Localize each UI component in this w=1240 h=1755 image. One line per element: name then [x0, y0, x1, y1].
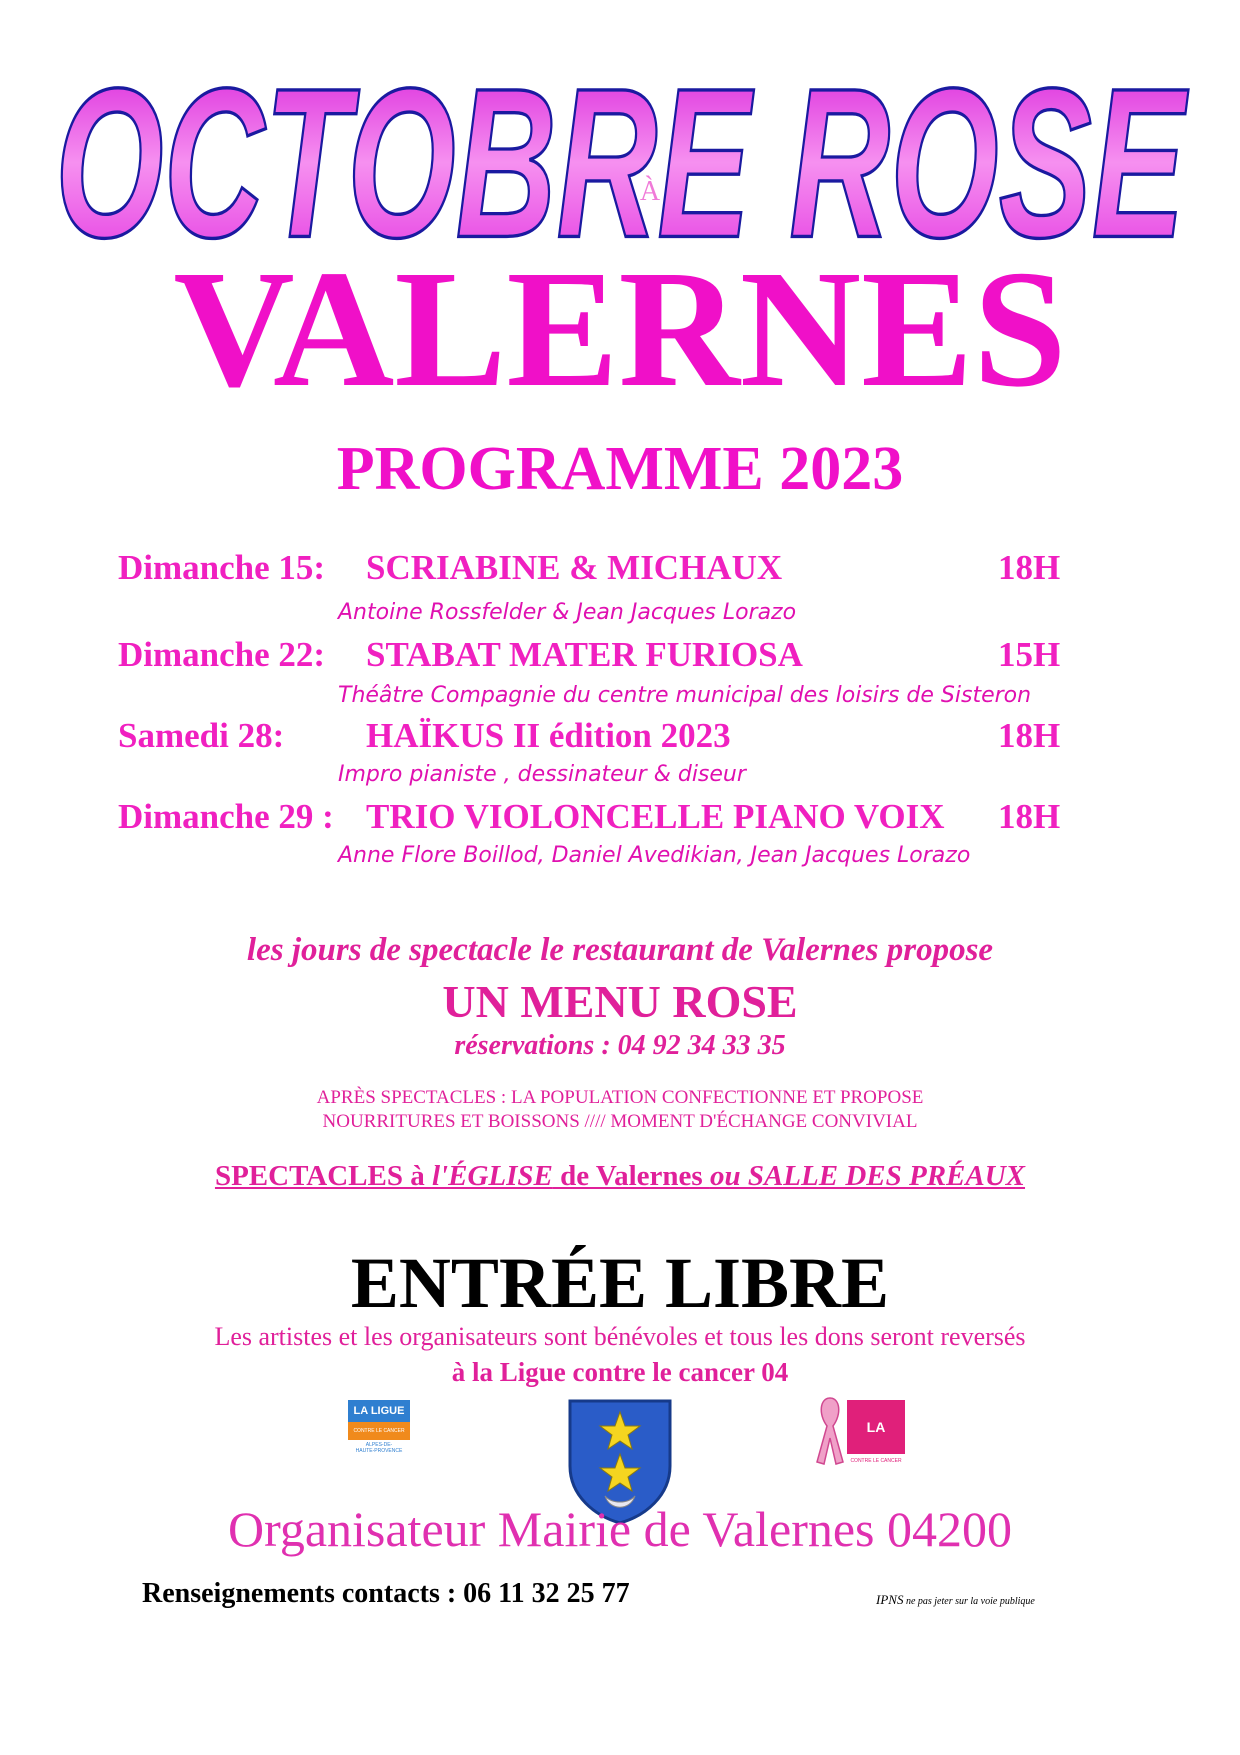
donation-line-1: Les artistes et les organisateurs sont bénévoles et tous les dons seront reversés: [214, 1322, 1026, 1351]
ipns-label: IPNS: [876, 1592, 904, 1607]
programme-title: PROGRAMME 2023: [336, 435, 904, 503]
town-title: VALERNES: [173, 236, 1067, 422]
event-time: 18H: [998, 797, 1061, 836]
reservations: réservations : 04 92 34 33 35: [454, 1030, 786, 1061]
ligue-alpes-logo: LA LIGUE CONTRE LE CANCER ALPES-DE- HAUTE-PROVENCE: [348, 1400, 410, 1470]
event-performers: Anne Flore Boillod, Daniel Avedikian, Jean Jacques Lorazo: [338, 843, 971, 868]
contacts-line: Renseignements contacts : 06 11 32 25 77: [142, 1578, 630, 1609]
venue-line: [0, 1160, 1240, 1193]
event-performers: Antoine Rossfelder & Jean Jacques Lorazo: [338, 600, 797, 625]
venue-part-4: ou SALLE DES PRÉAUX: [709, 1160, 1026, 1192]
pink-ribbon-icon: [815, 1396, 845, 1466]
apres-line-1: APRÈS SPECTACLES : LA POPULATION CONFECTIONNE ET PROPOSE: [316, 1087, 924, 1108]
entry-title: ENTRÉE LIBRE: [350, 1243, 890, 1323]
event-title: SCRIABINE & MICHAUX: [366, 548, 783, 587]
event-title: HAÏKUS II édition 2023: [366, 716, 731, 755]
apres-line-2: NOURRITURES ET BOISSONS //// MOMENT D'ÉCHANGE CONVIVIAL: [322, 1111, 918, 1132]
event-time: 18H: [998, 716, 1061, 755]
donation-line-2: à la Ligue contre le cancer 04: [451, 1357, 789, 1387]
venue-part-1: SPECTACLES à: [214, 1160, 432, 1192]
restaurant-intro: les jours de spectacle le restaurant de Valernes propose: [246, 932, 994, 968]
banner-title: OCTOBRE ROSE: [55, 43, 1189, 260]
venue-part-3: de Valernes: [552, 1160, 710, 1192]
octobre-rose-banner: [30, 40, 1210, 260]
event-time: 15H: [998, 635, 1061, 674]
event-title: TRIO VIOLONCELLE PIANO VOIX: [366, 797, 945, 836]
event-day: Samedi 28:: [118, 716, 285, 755]
venue-part-2: l'ÉGLISE: [431, 1160, 553, 1192]
ipns-note: [876, 1592, 1035, 1608]
event-performers: Impro pianiste , dessinateur & diseur: [338, 762, 746, 787]
banner-connector: À: [639, 176, 661, 207]
organizer-line: Organisateur Mairie de Valernes 04200: [227, 1501, 1013, 1557]
event-title: STABAT MATER FURIOSA: [366, 635, 803, 674]
ligue-ribbon-logo: LA LIGUE CONTRE LE CANCER: [815, 1396, 910, 1478]
ipns-text: ne pas jeter sur la voie publique: [903, 1596, 1035, 1607]
menu-title: UN MENU ROSE: [442, 976, 798, 1027]
event-time: 18H: [998, 548, 1061, 587]
event-performers: Théâtre Compagnie du centre municipal des loisirs de Sisteron: [338, 683, 1032, 708]
event-day: Dimanche 22:: [118, 635, 326, 674]
event-day: Dimanche 29 :: [118, 797, 334, 836]
event-day: Dimanche 15:: [118, 548, 326, 587]
